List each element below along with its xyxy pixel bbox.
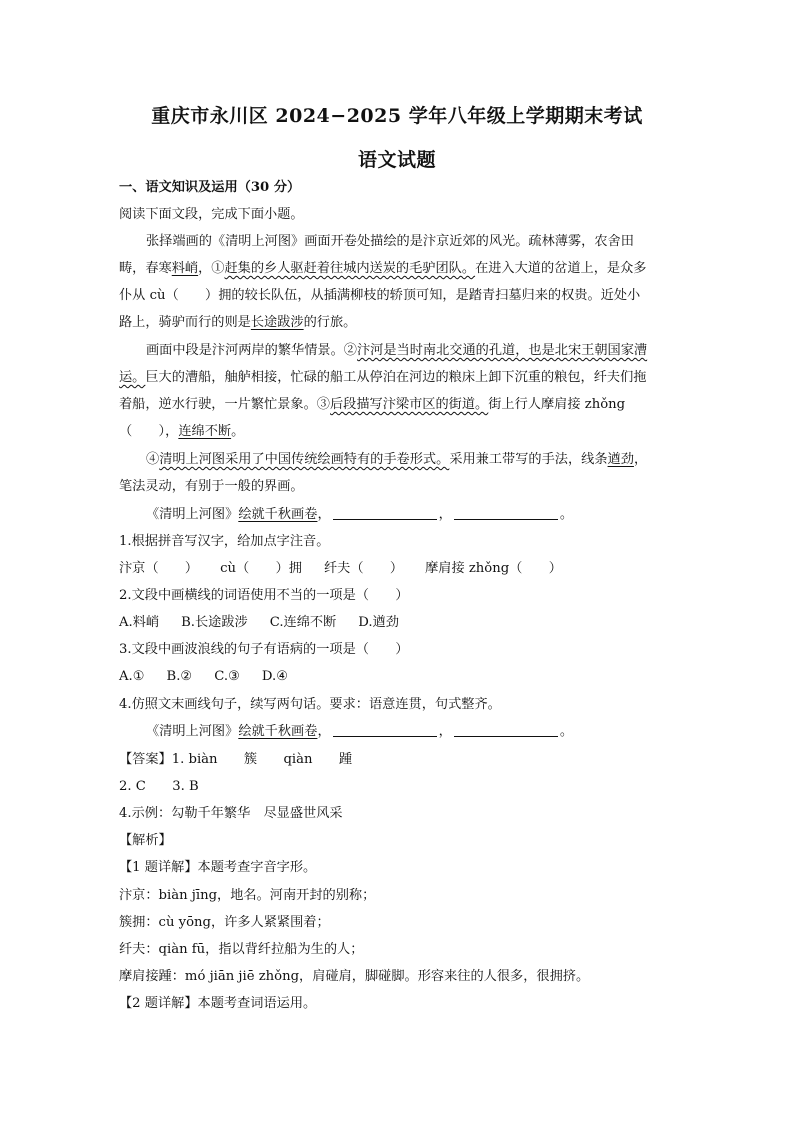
passage-text: 仆从 cù（ ）拥的较长队伍，从插满柳枝的轿顶可知，是踏青扫墓归来的权贵。近处小: [119, 288, 641, 303]
answer-blank[interactable]: [454, 722, 558, 737]
option-d[interactable]: D.遒劲: [358, 615, 399, 630]
passage-line: [119, 422, 679, 442]
passage-text: 着船，逆水行驶，一片繁忙景象。③: [119, 397, 330, 412]
passage-text: 街上行人摩肩接 zhǒng: [488, 397, 626, 412]
passage-text: 巨大的漕船，舳舻相接，忙碌的船工从停泊在河边的粮床上卸下沉重的粮包，纤夫们拖: [145, 370, 647, 385]
passage-text: 畴，春寒: [119, 261, 172, 276]
question-1-options: [119, 559, 679, 579]
underlined-word: 料峭: [171, 261, 199, 276]
passage-text: ④: [146, 452, 160, 467]
underlined-sentence: 绘就千秋画卷: [238, 507, 318, 522]
underlined-word: 连绵不断: [178, 424, 232, 439]
underlined-word: 遒劲: [607, 452, 634, 467]
answer-line: 【答案】1. biàn 簇 qiàn 踵: [119, 752, 353, 767]
question-2: 2.文段中画横线的词语使用不当的一项是（ ）: [119, 588, 409, 603]
instruction-text: 阅读下面文段，完成下面小题。: [119, 207, 304, 222]
wavy-sentence: 赶集的乡人驱赶着往城内送炭的毛驴团队。: [224, 261, 476, 276]
question-3-options: [119, 667, 679, 687]
passage-text: （ ），: [119, 424, 179, 439]
passage-line: [146, 232, 706, 252]
passage-text: 。: [559, 724, 573, 739]
passage-line: [119, 313, 679, 333]
analysis-line: 纤夫：qiàn fū，指以背纤拉船为生的人；: [119, 942, 364, 957]
option: 纤夫（ ）: [323, 561, 404, 576]
wavy-sentence: 汴河是当时南北交通的孔道，也是北宋王朝国家漕: [357, 343, 648, 358]
option-b[interactable]: B.长途跋涉: [181, 615, 248, 630]
passage-text: 的行旅。: [303, 315, 357, 330]
passage-text: 采用兼工带写的手法，线条: [449, 452, 608, 467]
question-1: 1.根据拼音写汉字，给加点字注音。: [119, 534, 330, 549]
section-heading: 一、语文知识及运用（30 分）: [119, 180, 301, 195]
answer-blank[interactable]: [333, 722, 437, 737]
passage-text: 《清明上河图》: [146, 507, 239, 522]
passage-text: ，: [633, 452, 648, 467]
answer-line: 2. C 3. B: [119, 779, 199, 794]
analysis-line: 摩肩接踵：mó jiān jiē zhǒng，肩碰肩，脚碰脚。形容来往的人很多，很拥挤。: [119, 969, 590, 984]
passage-line: [119, 477, 679, 497]
option-c[interactable]: C.连绵不断: [269, 615, 337, 630]
option: 汴京（ ）: [119, 561, 199, 576]
underlined-sentence: 绘就千秋画卷: [238, 724, 318, 739]
passage-text: 在进入大道的岔道上，是众多: [475, 261, 647, 276]
analysis-line: 汴京：biàn jīng，地名。河南开封的别称；: [119, 888, 376, 903]
page-title: 重庆市永川区 2024−2025 学年八年级上学期期末考试: [151, 105, 643, 127]
passage-text: ，: [438, 507, 452, 522]
option-b[interactable]: B.②: [166, 669, 193, 684]
question-2-options: [119, 613, 679, 633]
wavy-sentence: 后段描写汴梁市区的街道。: [330, 397, 489, 412]
passage-text: 。: [231, 424, 245, 439]
question-4: 4.仿照文末画线句子，续写两句话。要求：语意连贯，句式整齐。: [119, 697, 501, 712]
passage-text: 笔法灵动，有别于一般的界画。: [119, 479, 304, 494]
page-subtitle: 语文试题: [357, 149, 436, 171]
wavy-sentence: 清明上河图采用了中国传统绘画特有的手卷形式。: [159, 452, 450, 467]
passage-text: ，: [438, 724, 452, 739]
passage-line: [146, 450, 706, 470]
underlined-word: 长途跋涉: [250, 315, 304, 330]
passage-line: [119, 259, 679, 279]
passage-line: [146, 341, 706, 361]
passage-text: 画面中段是汴河两岸的繁华情景。②: [146, 343, 357, 358]
option-a[interactable]: A.①: [119, 669, 145, 684]
wavy-sentence: 运。: [119, 370, 146, 385]
passage-text: ，: [317, 724, 331, 739]
passage-line: [119, 395, 679, 415]
answer-line: 4.示例：勾勒千年繁华 尽显盛世风采: [119, 806, 343, 821]
passage-text: ，: [317, 507, 331, 522]
passage-line: [119, 368, 679, 388]
analysis-line: 簇拥：cù yōng，许多人紧紧围着；: [119, 915, 330, 930]
analysis-line: 【2 题详解】本题考查词语运用。: [119, 996, 317, 1011]
question-4-prompt: [146, 722, 706, 742]
passage-line: [146, 505, 706, 525]
option: 摩肩接 zhǒng（ ）: [425, 561, 562, 576]
option: cù（ ）拥: [220, 561, 302, 576]
option-c[interactable]: C.③: [214, 669, 240, 684]
option-a[interactable]: A.料峭: [119, 615, 160, 630]
passage-text: 张择端画的《清明上河图》画面开卷处描绘的是汴京近郊的风光。疏林薄雾，农舍田: [146, 234, 634, 249]
passage-text: 《清明上河图》: [146, 724, 239, 739]
option-d[interactable]: D.④: [261, 669, 289, 684]
question-3: 3.文段中画波浪线的句子有语病的一项是（ ）: [119, 642, 409, 657]
passage-line: [119, 286, 679, 306]
analysis-heading: 【解析】: [119, 833, 172, 848]
passage-text: ，①: [198, 261, 225, 276]
answer-blank[interactable]: [333, 505, 437, 520]
answer-blank[interactable]: [454, 505, 558, 520]
passage-text: 路上，骑驴而行的则是: [119, 315, 251, 330]
passage-text: 。: [559, 507, 573, 522]
analysis-line: 【1 题详解】本题考查字音字形。: [119, 860, 317, 875]
